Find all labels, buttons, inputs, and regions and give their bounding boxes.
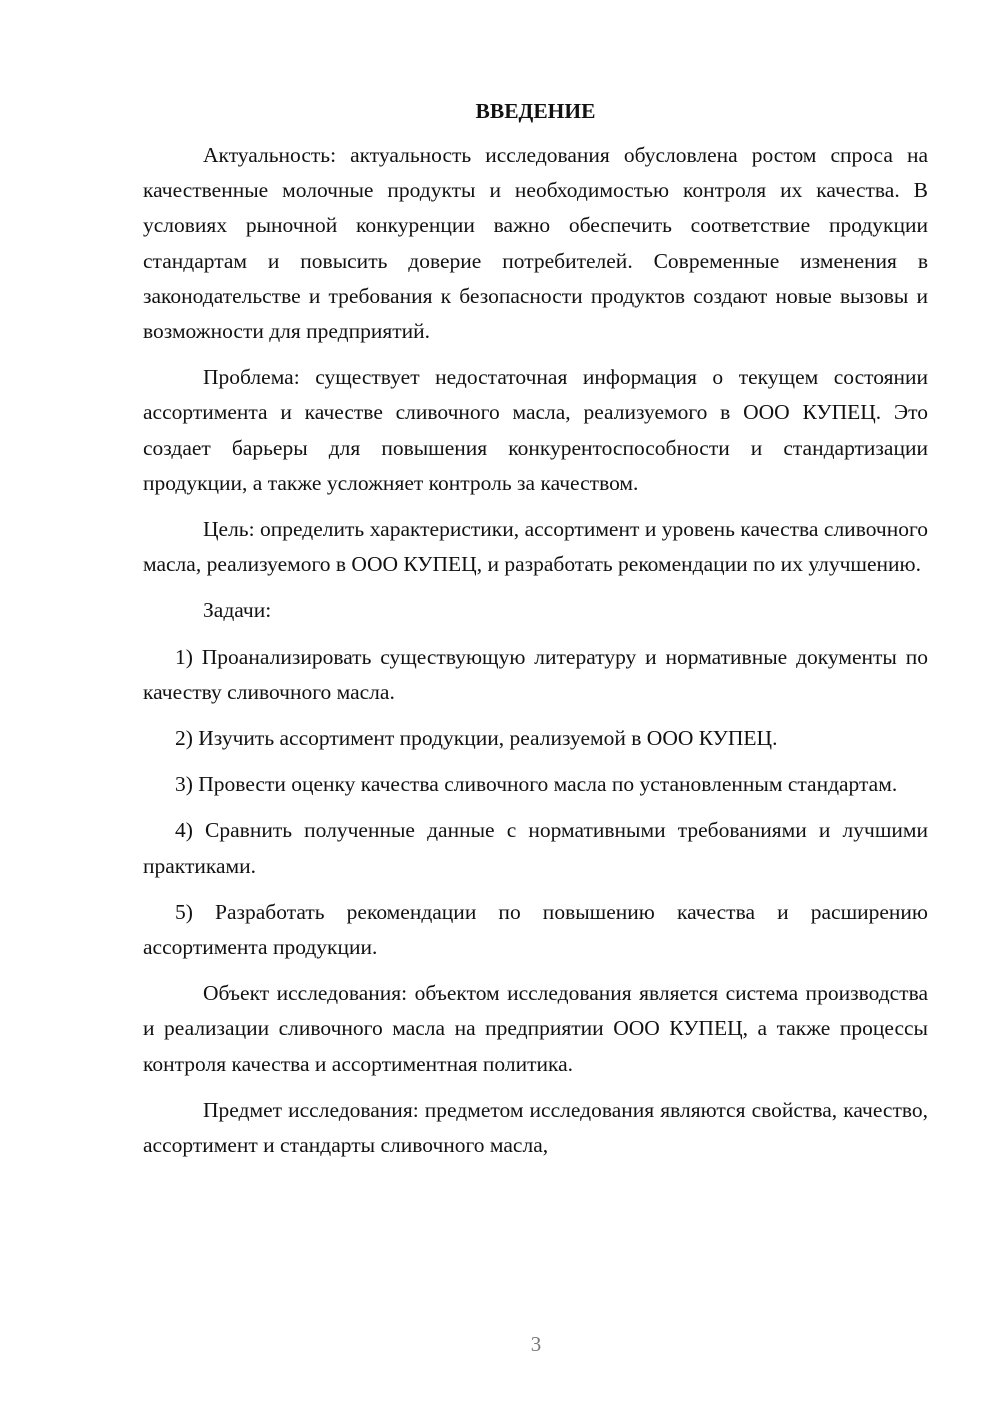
paragraph-goal: Цель: определить характеристики, ассортимент и уровень качества сливочного масла, реализуемого в ООО КУПЕЦ, и разработать рекомендации по их улучшению.	[143, 517, 928, 577]
page-title: ВВЕДЕНИЕ	[475, 99, 596, 123]
paragraph-subject: Предмет исследования: предметом исследования являются свойства, качество, ассортимент и стандарты сливочного масла,	[143, 1097, 928, 1158]
paragraph-object: Объект исследования: объектом исследования является система производства и реализации сливочного масла на предприятии ООО КУПЕЦ, а также процессы контроля качества и ассортиментная политика.	[143, 981, 928, 1076]
tasks-label: Задачи:	[203, 598, 272, 623]
page-number: 3	[530, 1332, 542, 1356]
task-item-3: 3) Провести оценку качества сливочного масла по установленным стандартам.	[175, 772, 898, 797]
paragraph-problem: Проблема: существует недостаточная информация о текущем состоянии ассортимента и качестве сливочного масла, реализуемого в ООО КУПЕЦ. Это создает барьеры для повышения конкурентоспособности и стандартизации продукции, а также усложняет контроль за качеством.	[143, 365, 928, 495]
task-item-2: 2) Изучить ассортимент продукции, реализуемой в ООО КУПЕЦ.	[175, 726, 778, 751]
paragraph-relevance: Актуальность: актуальность исследования обусловлена ростом спроса на качественные молочные продукты и необходимостью контроля их качества. В условиях рыночной конкуренции важно обеспечить соответствие продукции стандартам и повысить доверие потребителей. Современные изменения в законодательстве и требования к безопасности продуктов создают новые вызовы и возможности для предприятий.	[143, 143, 928, 344]
task-item-1: 1) Проанализировать существующую литературу и нормативные документы по качеству сливочного масла.	[143, 644, 928, 704]
document-body	[143, 95, 928, 1174]
task-item-4: 4) Сравнить полученные данные с нормативными требованиями и лучшими практиками.	[143, 818, 928, 878]
task-item-5: 5) Разработать рекомендации по повышению качества и расширению ассортимента продукции.	[143, 899, 928, 960]
